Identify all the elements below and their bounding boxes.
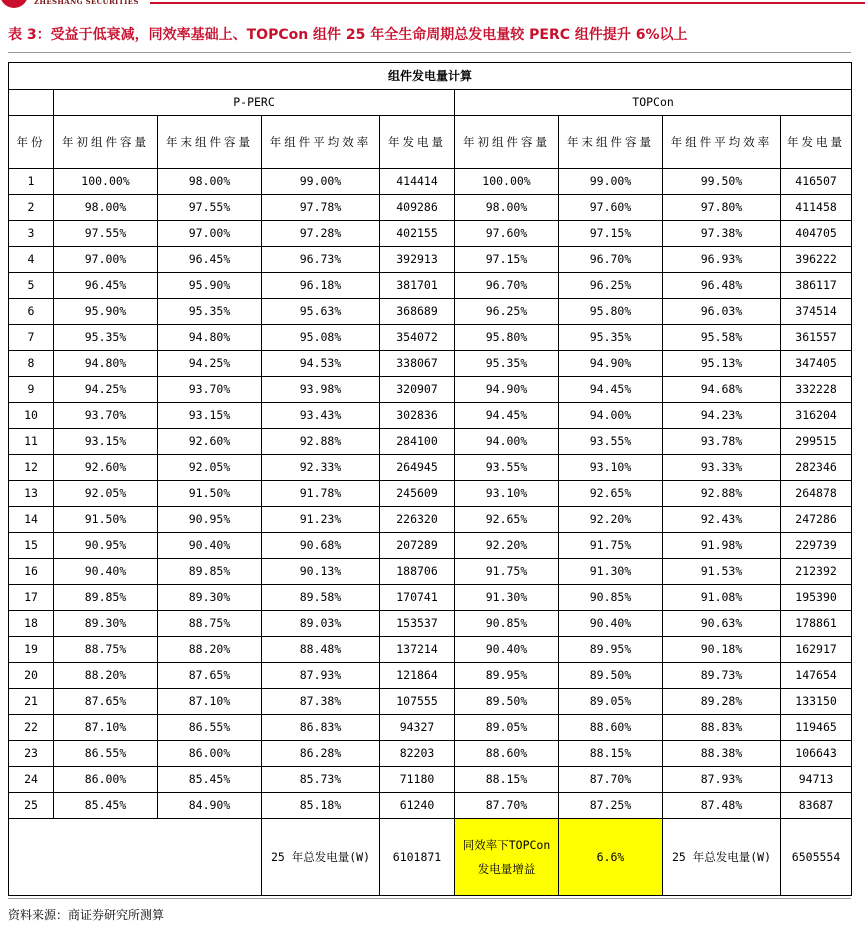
perc-avg-efficiency-cell: 94.53% [262,351,380,377]
perc-annual-output-cell: 188706 [380,559,455,585]
perc-annual-output-cell: 354072 [380,325,455,351]
topcon-end-capacity-cell: 89.05% [559,689,663,715]
topcon-start-capacity-cell: 94.90% [455,377,559,403]
year-cell: 24 [9,767,54,793]
table-row [9,767,852,793]
col-header-perc-avg-efficiency: 年组件平均效率 [262,116,380,169]
topcon-annual-output-cell: 119465 [781,715,852,741]
year-cell: 10 [9,403,54,429]
perc-end-capacity-cell: 92.05% [158,455,262,481]
topcon-avg-efficiency-cell: 88.38% [663,741,781,767]
perc-start-capacity-cell: 98.00% [54,195,158,221]
topcon-start-capacity-cell: 93.10% [455,481,559,507]
topcon-avg-efficiency-cell: 92.88% [663,481,781,507]
col-header-perc-start-capacity: 年初组件容量 [54,116,158,169]
table-row [9,715,852,741]
topcon-start-capacity-cell: 97.15% [455,247,559,273]
perc-start-capacity-cell: 87.65% [54,689,158,715]
perc-avg-efficiency-cell: 85.18% [262,793,380,819]
topcon-end-capacity-cell: 89.50% [559,663,663,689]
topcon-start-capacity-cell: 90.40% [455,637,559,663]
perc-start-capacity-cell: 85.45% [54,793,158,819]
topcon-avg-efficiency-cell: 87.93% [663,767,781,793]
topcon-annual-output-cell: 94713 [781,767,852,793]
topcon-end-capacity-cell: 88.15% [559,741,663,767]
topcon-avg-efficiency-cell: 93.78% [663,429,781,455]
perc-end-capacity-cell: 96.45% [158,247,262,273]
perc-start-capacity-cell: 92.05% [54,481,158,507]
table-row [9,611,852,637]
perc-end-capacity-cell: 94.80% [158,325,262,351]
topcon-end-capacity-cell: 96.70% [559,247,663,273]
year-cell: 17 [9,585,54,611]
topcon-end-capacity-cell: 94.45% [559,377,663,403]
perc-avg-efficiency-cell: 90.13% [262,559,380,585]
topcon-end-capacity-cell: 91.75% [559,533,663,559]
perc-avg-efficiency-cell: 95.63% [262,299,380,325]
topcon-annual-output-cell: 411458 [781,195,852,221]
topcon-start-capacity-cell: 89.95% [455,663,559,689]
table-row [9,637,852,663]
table-row [9,169,852,195]
perc-annual-output-cell: 121864 [380,663,455,689]
topcon-avg-efficiency-cell: 95.58% [663,325,781,351]
perc-avg-efficiency-cell: 99.00% [262,169,380,195]
topcon-end-capacity-cell: 92.65% [559,481,663,507]
topcon-end-capacity-cell: 94.00% [559,403,663,429]
perc-annual-output-cell: 71180 [380,767,455,793]
summary-row [9,819,852,896]
perc-end-capacity-cell: 89.85% [158,559,262,585]
perc-start-capacity-cell: 100.00% [54,169,158,195]
perc-end-capacity-cell: 91.50% [158,481,262,507]
group-header-perc: P-PERC [54,90,455,116]
perc-avg-efficiency-cell: 89.03% [262,611,380,637]
perc-avg-efficiency-cell: 85.73% [262,767,380,793]
perc-annual-output-cell: 414414 [380,169,455,195]
header-divider [150,2,865,4]
perc-start-capacity-cell: 97.00% [54,247,158,273]
perc-start-capacity-cell: 95.90% [54,299,158,325]
perc-end-capacity-cell: 88.20% [158,637,262,663]
perc-annual-output-cell: 226320 [380,507,455,533]
topcon-end-capacity-cell: 93.10% [559,455,663,481]
topcon-start-capacity-cell: 97.60% [455,221,559,247]
topcon-annual-output-cell: 361557 [781,325,852,351]
topcon-annual-output-cell: 195390 [781,585,852,611]
topcon-avg-efficiency-cell: 92.43% [663,507,781,533]
perc-annual-output-cell: 82203 [380,741,455,767]
topcon-end-capacity-cell: 88.60% [559,715,663,741]
perc-total-value: 6101871 [380,819,455,896]
perc-start-capacity-cell: 97.55% [54,221,158,247]
topcon-total-value: 6505554 [781,819,852,896]
perc-avg-efficiency-cell: 95.08% [262,325,380,351]
perc-end-capacity-cell: 85.45% [158,767,262,793]
col-header-topcon-avg-efficiency: 年组件平均效率 [663,116,781,169]
perc-annual-output-cell: 302836 [380,403,455,429]
year-cell: 14 [9,507,54,533]
topcon-start-capacity-cell: 91.30% [455,585,559,611]
table-row [9,195,852,221]
topcon-annual-output-cell: 282346 [781,455,852,481]
year-cell: 6 [9,299,54,325]
perc-start-capacity-cell: 90.95% [54,533,158,559]
perc-annual-output-cell: 107555 [380,689,455,715]
perc-annual-output-cell: 284100 [380,429,455,455]
perc-avg-efficiency-cell: 86.28% [262,741,380,767]
topcon-total-label: 25 年总发电量(W) [663,819,781,896]
source-divider [8,898,851,899]
topcon-start-capacity-cell: 95.80% [455,325,559,351]
perc-end-capacity-cell: 89.30% [158,585,262,611]
year-cell: 3 [9,221,54,247]
year-cell: 18 [9,611,54,637]
table-row [9,247,852,273]
topcon-start-capacity-cell: 90.85% [455,611,559,637]
perc-total-label: 25 年总发电量(W) [262,819,380,896]
perc-end-capacity-cell: 98.00% [158,169,262,195]
perc-annual-output-cell: 94327 [380,715,455,741]
perc-start-capacity-cell: 89.85% [54,585,158,611]
topcon-annual-output-cell: 404705 [781,221,852,247]
year-cell: 5 [9,273,54,299]
perc-end-capacity-cell: 86.00% [158,741,262,767]
perc-avg-efficiency-cell: 96.73% [262,247,380,273]
topcon-avg-efficiency-cell: 94.23% [663,403,781,429]
topcon-start-capacity-cell: 100.00% [455,169,559,195]
perc-end-capacity-cell: 86.55% [158,715,262,741]
topcon-avg-efficiency-cell: 95.13% [663,351,781,377]
topcon-avg-efficiency-cell: 89.73% [663,663,781,689]
topcon-end-capacity-cell: 97.15% [559,221,663,247]
perc-avg-efficiency-cell: 88.48% [262,637,380,663]
perc-avg-efficiency-cell: 93.98% [262,377,380,403]
table-row [9,559,852,585]
table-title: 组件发电量计算 [9,63,852,90]
table-caption: 表 3：受益于低衰减，同效率基础上、TOPCon 组件 25 年全生命周期总发电量较 PERC 组件提升 6%以上 [8,27,688,43]
perc-end-capacity-cell: 90.95% [158,507,262,533]
topcon-avg-efficiency-cell: 91.98% [663,533,781,559]
perc-annual-output-cell: 381701 [380,273,455,299]
perc-end-capacity-cell: 97.55% [158,195,262,221]
topcon-start-capacity-cell: 98.00% [455,195,559,221]
table-row [9,689,852,715]
topcon-start-capacity-cell: 87.70% [455,793,559,819]
year-cell: 12 [9,455,54,481]
perc-annual-output-cell: 170741 [380,585,455,611]
year-cell: 15 [9,533,54,559]
perc-start-capacity-cell: 87.10% [54,715,158,741]
perc-end-capacity-cell: 93.70% [158,377,262,403]
topcon-avg-efficiency-cell: 87.48% [663,793,781,819]
perc-avg-efficiency-cell: 92.33% [262,455,380,481]
topcon-end-capacity-cell: 93.55% [559,429,663,455]
perc-start-capacity-cell: 88.75% [54,637,158,663]
year-cell: 9 [9,377,54,403]
topcon-annual-output-cell: 416507 [781,169,852,195]
topcon-end-capacity-cell: 91.30% [559,559,663,585]
topcon-start-capacity-cell: 91.75% [455,559,559,585]
topcon-annual-output-cell: 83687 [781,793,852,819]
perc-start-capacity-cell: 90.40% [54,559,158,585]
topcon-end-capacity-cell: 97.60% [559,195,663,221]
brand-name: ZHESHANG SECURITIES [34,0,139,6]
topcon-annual-output-cell: 147654 [781,663,852,689]
perc-annual-output-cell: 368689 [380,299,455,325]
perc-end-capacity-cell: 90.40% [158,533,262,559]
topcon-avg-efficiency-cell: 94.68% [663,377,781,403]
topcon-annual-output-cell: 162917 [781,637,852,663]
topcon-annual-output-cell: 247286 [781,507,852,533]
col-header-topcon-start-capacity: 年初组件容量 [455,116,559,169]
perc-avg-efficiency-cell: 87.93% [262,663,380,689]
perc-start-capacity-cell: 91.50% [54,507,158,533]
perc-start-capacity-cell: 93.70% [54,403,158,429]
topcon-start-capacity-cell: 92.65% [455,507,559,533]
topcon-end-capacity-cell: 99.00% [559,169,663,195]
perc-end-capacity-cell: 97.00% [158,221,262,247]
topcon-start-capacity-cell: 89.05% [455,715,559,741]
topcon-avg-efficiency-cell: 97.80% [663,195,781,221]
table-row [9,663,852,689]
table-row [9,481,852,507]
perc-annual-output-cell: 245609 [380,481,455,507]
topcon-end-capacity-cell: 95.35% [559,325,663,351]
topcon-start-capacity-cell: 94.00% [455,429,559,455]
topcon-end-capacity-cell: 89.95% [559,637,663,663]
year-cell: 8 [9,351,54,377]
topcon-start-capacity-cell: 89.50% [455,689,559,715]
perc-start-capacity-cell: 94.80% [54,351,158,377]
topcon-start-capacity-cell: 96.70% [455,273,559,299]
topcon-end-capacity-cell: 90.85% [559,585,663,611]
perc-annual-output-cell: 320907 [380,377,455,403]
col-header-perc-end-capacity: 年末组件容量 [158,116,262,169]
topcon-avg-efficiency-cell: 93.33% [663,455,781,481]
topcon-avg-efficiency-cell: 88.83% [663,715,781,741]
perc-avg-efficiency-cell: 97.28% [262,221,380,247]
perc-annual-output-cell: 264945 [380,455,455,481]
year-cell: 2 [9,195,54,221]
perc-start-capacity-cell: 96.45% [54,273,158,299]
topcon-avg-efficiency-cell: 90.63% [663,611,781,637]
table-row [9,793,852,819]
perc-avg-efficiency-cell: 92.88% [262,429,380,455]
year-cell: 19 [9,637,54,663]
topcon-annual-output-cell: 396222 [781,247,852,273]
topcon-start-capacity-cell: 88.15% [455,767,559,793]
perc-start-capacity-cell: 86.55% [54,741,158,767]
perc-end-capacity-cell: 84.90% [158,793,262,819]
perc-avg-efficiency-cell: 86.83% [262,715,380,741]
generation-table [8,62,852,896]
year-cell: 23 [9,741,54,767]
topcon-end-capacity-cell: 92.20% [559,507,663,533]
topcon-annual-output-cell: 299515 [781,429,852,455]
col-header-year: 年份 [9,116,54,169]
table-row [9,377,852,403]
table-row [9,351,852,377]
year-cell: 16 [9,559,54,585]
perc-end-capacity-cell: 93.15% [158,403,262,429]
perc-end-capacity-cell: 88.75% [158,611,262,637]
perc-annual-output-cell: 207289 [380,533,455,559]
perc-start-capacity-cell: 95.35% [54,325,158,351]
perc-annual-output-cell: 402155 [380,221,455,247]
year-cell: 21 [9,689,54,715]
topcon-end-capacity-cell: 96.25% [559,273,663,299]
year-cell: 1 [9,169,54,195]
table-row [9,533,852,559]
perc-avg-efficiency-cell: 96.18% [262,273,380,299]
year-cell: 4 [9,247,54,273]
topcon-annual-output-cell: 229739 [781,533,852,559]
topcon-annual-output-cell: 264878 [781,481,852,507]
perc-annual-output-cell: 61240 [380,793,455,819]
topcon-avg-efficiency-cell: 91.08% [663,585,781,611]
perc-start-capacity-cell: 86.00% [54,767,158,793]
col-header-topcon-end-capacity: 年末组件容量 [559,116,663,169]
perc-annual-output-cell: 153537 [380,611,455,637]
topcon-annual-output-cell: 386117 [781,273,852,299]
topcon-end-capacity-cell: 95.80% [559,299,663,325]
year-header-spacer [9,90,54,116]
topcon-avg-efficiency-cell: 96.03% [663,299,781,325]
table-row [9,741,852,767]
topcon-end-capacity-cell: 90.40% [559,611,663,637]
topcon-avg-efficiency-cell: 91.53% [663,559,781,585]
caption-divider [8,52,851,53]
topcon-avg-efficiency-cell: 96.48% [663,273,781,299]
summary-blank [9,819,262,896]
topcon-avg-efficiency-cell: 97.38% [663,221,781,247]
table-row [9,325,852,351]
perc-end-capacity-cell: 87.10% [158,689,262,715]
topcon-annual-output-cell: 212392 [781,559,852,585]
table-row [9,455,852,481]
topcon-end-capacity-cell: 87.70% [559,767,663,793]
perc-avg-efficiency-cell: 89.58% [262,585,380,611]
topcon-annual-output-cell: 316204 [781,403,852,429]
year-cell: 11 [9,429,54,455]
perc-avg-efficiency-cell: 91.78% [262,481,380,507]
topcon-end-capacity-cell: 87.25% [559,793,663,819]
source-note: 资料来源：商证券研究所测算 [8,908,165,922]
topcon-annual-output-cell: 133150 [781,689,852,715]
col-header-perc-annual-output: 年发电量 [380,116,455,169]
year-cell: 13 [9,481,54,507]
brand-logo-icon [0,0,28,8]
table-row [9,299,852,325]
topcon-start-capacity-cell: 96.25% [455,299,559,325]
year-cell: 22 [9,715,54,741]
perc-start-capacity-cell: 92.60% [54,455,158,481]
topcon-start-capacity-cell: 94.45% [455,403,559,429]
year-cell: 25 [9,793,54,819]
topcon-start-capacity-cell: 93.55% [455,455,559,481]
group-header-topcon: TOPCon [455,90,852,116]
topcon-annual-output-cell: 347405 [781,351,852,377]
perc-avg-efficiency-cell: 93.43% [262,403,380,429]
perc-start-capacity-cell: 93.15% [54,429,158,455]
perc-avg-efficiency-cell: 91.23% [262,507,380,533]
perc-start-capacity-cell: 88.20% [54,663,158,689]
perc-end-capacity-cell: 87.65% [158,663,262,689]
year-cell: 20 [9,663,54,689]
topcon-avg-efficiency-cell: 89.28% [663,689,781,715]
perc-annual-output-cell: 338067 [380,351,455,377]
perc-start-capacity-cell: 89.30% [54,611,158,637]
topcon-gain-label: 同效率下TOPCon 发电量增益 [455,819,559,896]
perc-start-capacity-cell: 94.25% [54,377,158,403]
table-row [9,403,852,429]
table-row [9,221,852,247]
table-row [9,429,852,455]
perc-annual-output-cell: 409286 [380,195,455,221]
topcon-gain-value: 6.6% [559,819,663,896]
perc-end-capacity-cell: 94.25% [158,351,262,377]
year-cell: 7 [9,325,54,351]
table-row [9,273,852,299]
topcon-start-capacity-cell: 88.60% [455,741,559,767]
perc-end-capacity-cell: 92.60% [158,429,262,455]
topcon-end-capacity-cell: 94.90% [559,351,663,377]
topcon-avg-efficiency-cell: 96.93% [663,247,781,273]
topcon-annual-output-cell: 178861 [781,611,852,637]
table-row [9,585,852,611]
perc-annual-output-cell: 392913 [380,247,455,273]
topcon-start-capacity-cell: 92.20% [455,533,559,559]
topcon-annual-output-cell: 106643 [781,741,852,767]
topcon-avg-efficiency-cell: 90.18% [663,637,781,663]
topcon-annual-output-cell: 332228 [781,377,852,403]
perc-end-capacity-cell: 95.90% [158,273,262,299]
table-row [9,507,852,533]
topcon-start-capacity-cell: 95.35% [455,351,559,377]
perc-avg-efficiency-cell: 90.68% [262,533,380,559]
topcon-annual-output-cell: 374514 [781,299,852,325]
perc-avg-efficiency-cell: 87.38% [262,689,380,715]
perc-annual-output-cell: 137214 [380,637,455,663]
perc-end-capacity-cell: 95.35% [158,299,262,325]
perc-avg-efficiency-cell: 97.78% [262,195,380,221]
col-header-topcon-annual-output: 年发电量 [781,116,852,169]
topcon-avg-efficiency-cell: 99.50% [663,169,781,195]
